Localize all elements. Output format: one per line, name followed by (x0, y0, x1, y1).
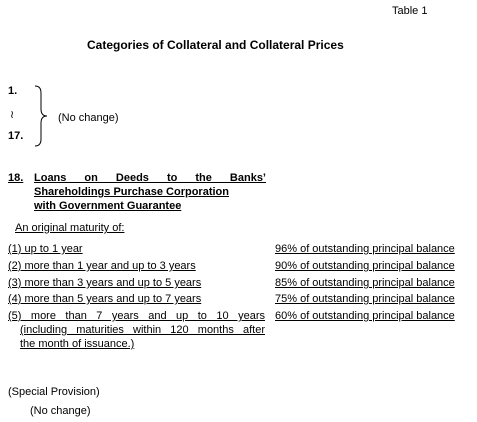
range-end: 17. (8, 130, 24, 142)
range-note: (No change) (58, 112, 119, 124)
page-title: Categories of Collateral and Collateral Prices (87, 38, 344, 52)
section-number: 18. (8, 172, 24, 184)
row-label-3: (3) more than 3 years and up to 5 years (8, 277, 202, 289)
row-5-continuation-2: the month of issuance.) (20, 338, 135, 350)
row-value-2: 90% of outstanding principal balance (275, 260, 455, 272)
special-provision-heading: (Special Provision) (8, 386, 100, 398)
range-start: 1. (8, 85, 18, 97)
special-provision-note: (No change) (30, 405, 91, 417)
row-value-5: 60% of outstanding principal balance (275, 310, 455, 322)
row-label-1: (1) up to 1 year (8, 243, 83, 255)
row-value-1: 96% of outstanding principal balance (275, 243, 455, 255)
row-label-4: (4) more than 5 years and up to 7 years (8, 293, 202, 305)
section-intro: An original maturity of: (15, 222, 125, 234)
section-heading-line1: Loans on Deeds to the Banks’ (34, 172, 266, 184)
section-heading-line2: Shareholdings Purchase Corporation (34, 186, 229, 198)
right-brace-icon (33, 85, 49, 147)
table-label: Table 1 (392, 5, 428, 17)
range-ellipsis: ≀ (10, 109, 15, 121)
row-value-3: 85% of outstanding principal balance (275, 277, 455, 289)
row-label-5: (5) more than 7 years and up to 10 years (8, 310, 265, 322)
row-label-2: (2) more than 1 year and up to 3 years (8, 260, 196, 272)
row-5-continuation-1: (including maturities within 120 months after (20, 324, 265, 336)
section-heading-line3: with Government Guarantee (34, 200, 182, 212)
row-value-4: 75% of outstanding principal balance (275, 293, 455, 305)
